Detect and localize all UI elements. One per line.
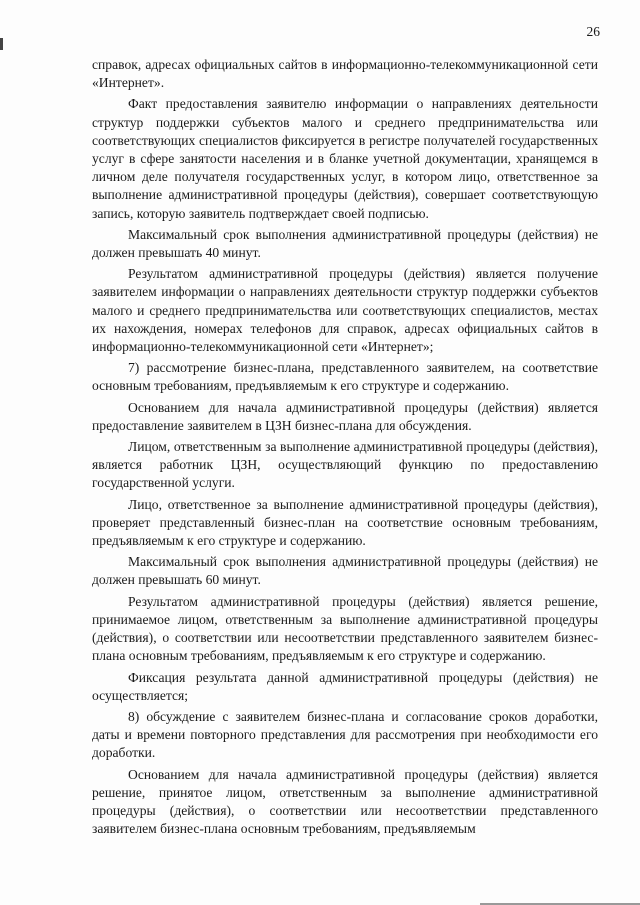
paragraph: Лицом, ответственным за выполнение административной процедуры (действия), является работник ЦЗН, осуществляющий функцию по предоставлению государственной услуги. — [92, 439, 598, 491]
document-body — [92, 56, 598, 838]
paragraph: Фиксация результата данной административной процедуры (действия) не осуществляется; — [92, 669, 598, 703]
paragraph: Результатом административной процедуры (действия) является получение заявителем информации о направлениях деятельности структур поддержки субъектов малого и среднего предпринимательства или соответствующих специалистов, местах их нахождения, номерах телефонов для справок, адресах официальных сайтов в информационно-телекоммуникационной сети «Интернет»; — [92, 266, 598, 355]
page-number: 26 — [586, 24, 600, 39]
paragraph: Лицо, ответственное за выполнение административной процедуры (действия), проверяет представленный бизнес-план на соответствие основным требованиям, предъявляемым к его структуре и содержанию. — [92, 496, 598, 549]
paragraph: Результатом административной процедуры (действия) является решение, принимаемое лицом, ответственным за выполнение административной процедуры (действия), о соответствии или несоответствии представленного заявителем бизнес-плана основным требованиям, предъявляемым к его структуре и содержанию. — [92, 593, 598, 664]
paragraph: Максимальный срок выполнения административной процедуры (действия) не должен превышать 60 минут. — [92, 554, 598, 588]
scan-artifact-mark — [0, 38, 3, 50]
paragraph: Факт предоставления заявителю информации о направлениях деятельности структур поддержки субъектов малого и среднего предпринимательства или соответствующих специалистов фиксируется в регистре получателей государственных услуг в сфере занятости населения и в бланке учетной документации, хранящемся в личном деле получателя государственных услуг, в котором лицо, ответственное за выполнение административной процедуры (действия), совершает соответствующую запись, которую заявитель подтверждает своей подписью. — [92, 96, 598, 221]
paragraph: Основанием для начала административной процедуры (действия) является предоставление заявителем в ЦЗН бизнес-плана для обсуждения. — [92, 399, 598, 433]
paragraph-item-7: 7) рассмотрение бизнес-плана, представленного заявителем, на соответствие основным требованиям, предъявляемым к его структуре и содержанию. — [92, 360, 598, 394]
paragraph: Максимальный срок выполнения административной процедуры (действия) не должен превышать 40 минут. — [92, 226, 598, 261]
paragraph-continuation: справок, адресах официальных сайтов в информационно-телекоммуникационной сети «Интернет». — [92, 57, 598, 91]
paragraph: Основанием для начала административной процедуры (действия) является решение, принятое лицом, ответственным за выполнение административной процедуры (действия), о соответствии или несоответствии представленного заявителем бизнес-плана основным требованиям, предъявляемым — [92, 766, 598, 837]
paragraph-item-8: 8) обсуждение с заявителем бизнес-плана и согласование сроков доработки, даты и времени повторного представления для рассмотрения при необходимости его доработки. — [92, 708, 598, 761]
